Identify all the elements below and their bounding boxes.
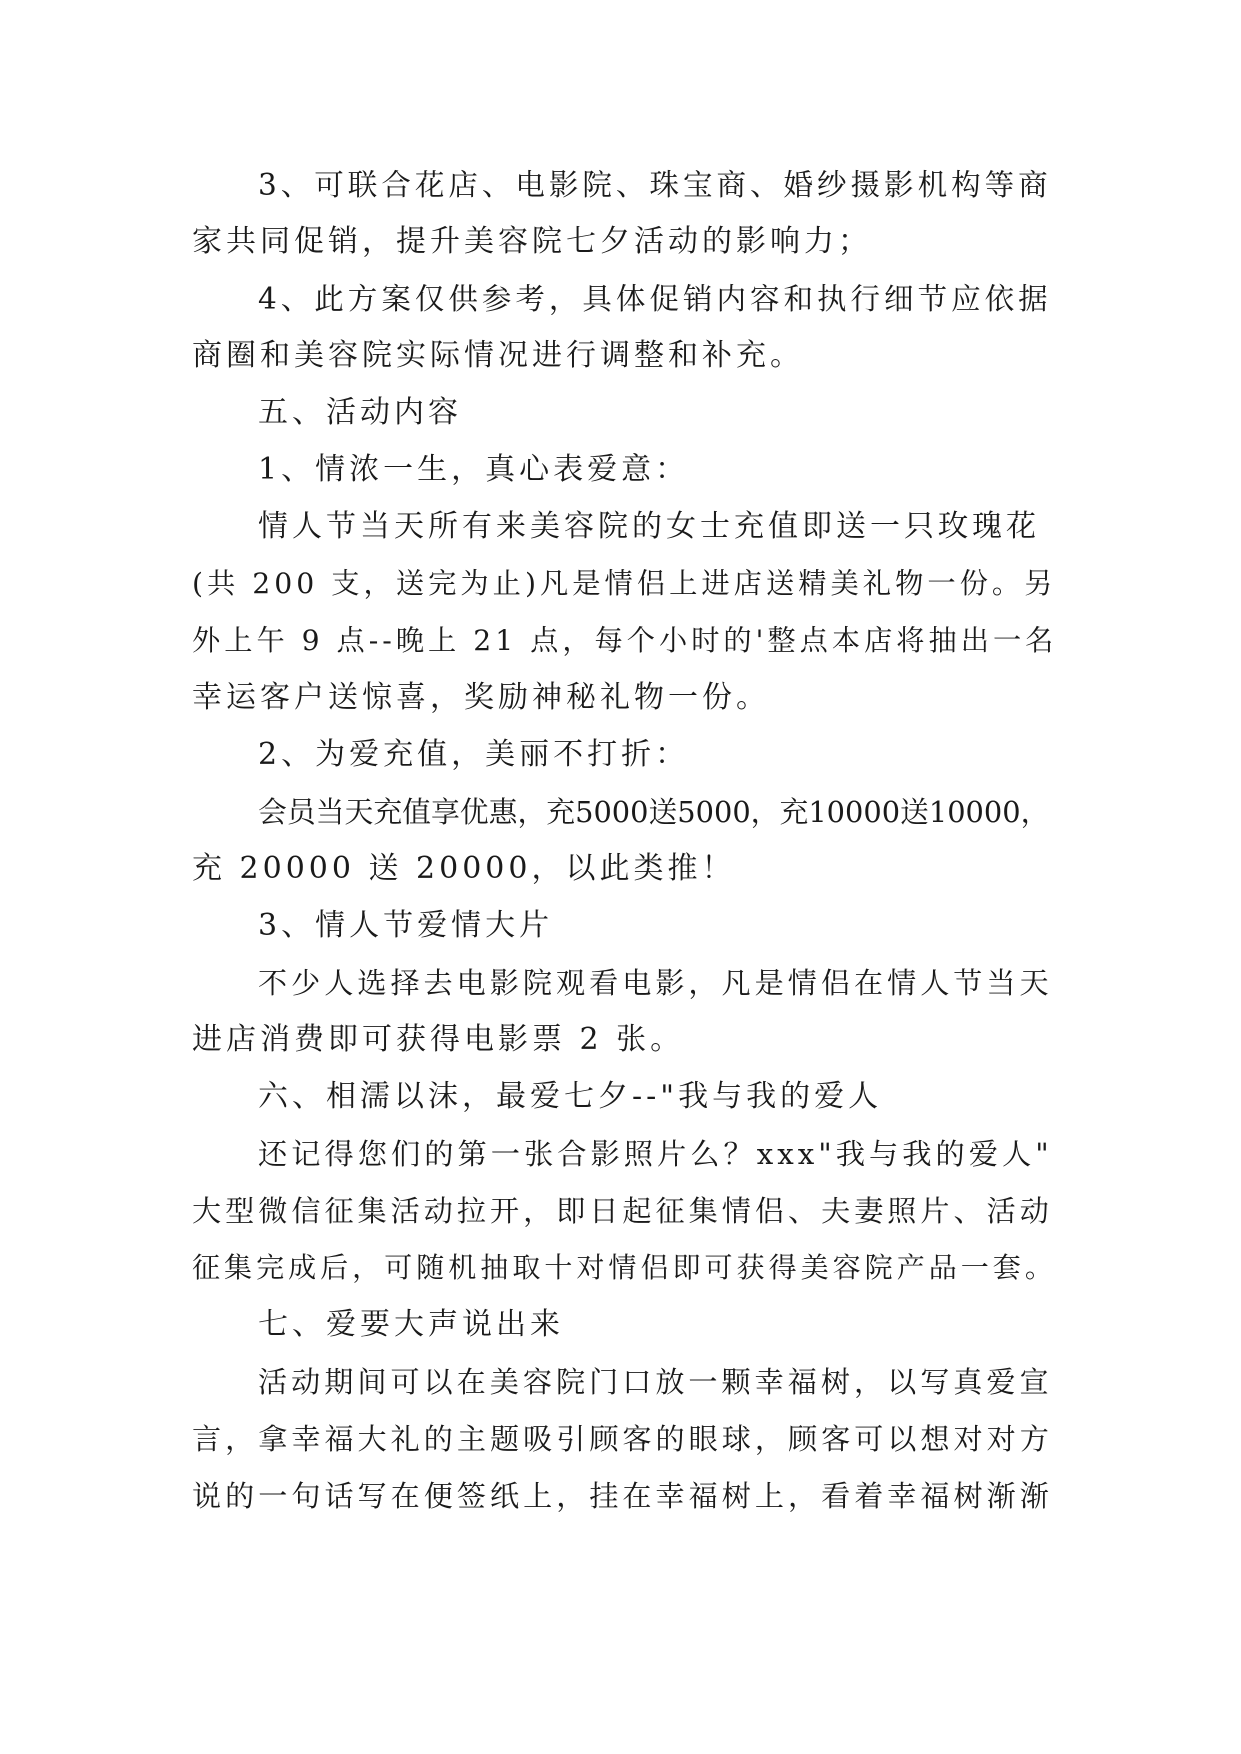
- paragraph-line: (共 200 支，送完为止)凡是情侣上进店送精美礼物一份。另: [192, 567, 1057, 600]
- paragraph-line: 家共同促销，提升美容院七夕活动的影响力；: [192, 224, 872, 259]
- paragraph-line: 情人节当天所有来美容院的女士充值即送一只玫瑰花: [258, 509, 1040, 544]
- paragraph-line: 幸运客户送惊喜，奖励神秘礼物一份。: [192, 680, 770, 715]
- paragraph-line: 不少人选择去电影院观看电影，凡是情侣在情人节当天: [258, 966, 1053, 1000]
- paragraph-line: 大型微信征集活动拉开，即日起征集情侣、夫妻照片、活动: [192, 1194, 1053, 1228]
- paragraph-line: 还记得您们的第一张合影照片么？xxx"我与我的爱人": [258, 1137, 1053, 1171]
- paragraph-line: 说的一句话写在便签纸上，挂在幸福树上，看着幸福树渐渐: [192, 1479, 1053, 1513]
- subsection-heading: 3、情人节爱情大片: [258, 908, 554, 943]
- paragraph-line: 4、此方案仅供参考，具体促销内容和执行细节应依据: [258, 282, 1052, 316]
- paragraph-line: 充 20000 送 20000，以此类推！: [192, 851, 736, 886]
- paragraph-line: 言，拿幸福大礼的主题吸引顾客的眼球，顾客可以想对对方: [192, 1422, 1053, 1456]
- paragraph-line: 进店消费即可获得电影票 2 张。: [192, 1022, 685, 1057]
- section-heading: 七、爱要大声说出来: [258, 1307, 564, 1342]
- section-heading: 五、活动内容: [258, 395, 462, 430]
- paragraph-line: 3、可联合花店、电影院、珠宝商、婚纱摄影机构等商: [258, 168, 1052, 202]
- subsection-heading: 1、情浓一生，真心表爱意：: [258, 452, 690, 487]
- paragraph-line: 会员当天充值享优惠，充5000送5000，充10000送10000，: [258, 795, 1050, 829]
- paragraph-line: 商圈和美容院实际情况进行调整和补充。: [192, 338, 804, 373]
- subsection-heading: 2、为爱充值，美丽不打折：: [258, 737, 690, 772]
- paragraph-line: 外上午 9 点--晚上 21 点，每个小时的'整点本店将抽出一名: [192, 624, 1058, 657]
- paragraph-line: 征集完成后，可随机抽取十对情侣即可获得美容院产品一套。: [192, 1251, 1057, 1284]
- section-heading: 六、相濡以沫，最爱七夕--"我与我的爱人: [258, 1079, 883, 1114]
- paragraph-line: 活动期间可以在美容院门口放一颗幸福树，以写真爱宣: [258, 1365, 1053, 1399]
